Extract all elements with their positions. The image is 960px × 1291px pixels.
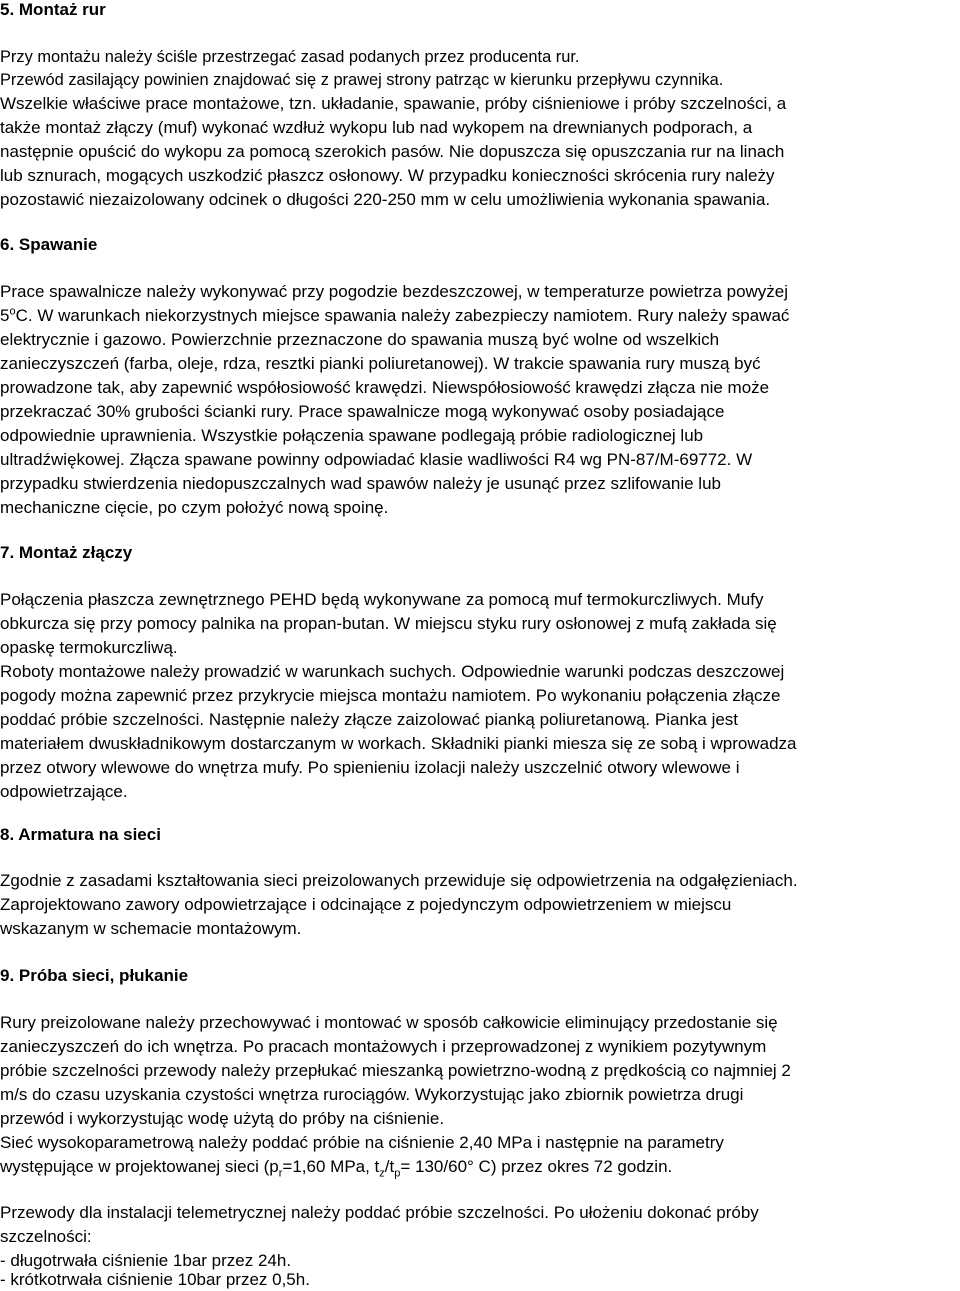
section-6-line: prowadzone tak, aby zapewnić współosiowość krawędzi. Niewspółosiowość krawędzi złącza nie może (0, 378, 770, 397)
section-5-line: lub sznurach, mogących uszkodzić płaszcz osłonowy. W przypadku konieczności skrócenia rury należy (0, 166, 775, 185)
section-5-title: 5. Montaż rur (0, 0, 106, 19)
section-8-line: wskazanym w schemacie montażowym. (0, 919, 302, 938)
section-6-line: przypadku stwierdzenia niedopuszczalnych wad spawów należy je usunąć przez szlifowanie lub (0, 474, 721, 493)
section-6-line: elektrycznie i gazowo. Powierzchnie przeznaczone do spawania muszą być wolne od wszelkich (0, 330, 720, 349)
section-5-line: pozostawić niezaizolowany odcinek o długości 220-250 mm w celu umożliwienia wykonania spawania. (0, 190, 771, 209)
section-7-line: obkurcza się przy pomocy palnika na propan-butan. W miejscu styku rury osłonowej z mufą zakłada się (0, 614, 777, 633)
section-7-line: przez otwory wlewowe do wnętrza mufy. Po spienieniu izolacji należy uszczelnić otwory wlewowe i (0, 758, 740, 777)
section-6-line: ultradźwiękowej. Złącza spawane powinny odpowiadać klasie wadliwości R4 wg PN-87/M-69772. W (0, 450, 753, 469)
section-7-line: Roboty montażowe należy prowadzić w warunkach suchych. Odpowiednie warunki podczas deszczowej (0, 662, 785, 681)
section-6-line: odpowiednie uprawnienia. Wszystkie połączenia spawane podlegają próbie radiologicznej lub (0, 426, 704, 445)
section-7-title: 7. Montaż złączy (0, 543, 133, 562)
params-text: = 130/60° C) przez okres 72 godzin. (400, 1157, 673, 1176)
section-7-line: pogody można zapewnić przez przykrycie miejsca montażu namiotem. Po wykonaniu połączenia złącze (0, 686, 781, 705)
section-9-line: przewód i wykorzystując wodę użytą do próby na ciśnienie. (0, 1109, 445, 1128)
section-6-line-rest: C. W warunkach niekorzystnych miejsce spawania należy zabezpieczy namiotem. Rury należy spawać (15, 306, 790, 325)
section-9-line: próbie szczelności przewody należy przepłukać mieszanką powietrzno-wodną z prędkością co najmniej 2 (0, 1061, 791, 1080)
section-7-line: poddać próbie szczelności. Następnie należy złącze zaizolować pianką poliuretanową. Pianka jest (0, 710, 739, 729)
section-6-line-temperature (0, 306, 789, 326)
section-7-line: materiałem dwuskładnikowym dostarczanym w workach. Składniki pianki miesza się ze sobą i wprowadza (0, 734, 797, 753)
section-6-line: Prace spawalnicze należy wykonywać przy pogodzie bezdeszczowej, w temperaturze powietrza powyżej (0, 282, 789, 301)
params-sub: z (379, 1167, 385, 1180)
section-9-title: 9. Próba sieci, płukanie (0, 966, 189, 985)
section-7-line: opaskę termokurczliwą. (0, 638, 178, 657)
section-8-line: Zgodnie z zasadami kształtowania sieci preizolowanych przewiduje się odpowietrzenia na odgałęzieniach. (0, 871, 798, 890)
section-9-line: Rury preizolowane należy przechowywać i montować w sposób całkowicie eliminujący przedostanie się (0, 1013, 778, 1032)
section-9-list-item: - długotrwała ciśnienie 1bar przez 24h. (0, 1251, 292, 1270)
params-text: =1,60 MPa, t (282, 1157, 380, 1176)
section-5-line: Przewód zasilający powinien znajdować się z prawej strony patrząc w kierunku przepływu czynnika. (0, 71, 724, 89)
section-7-line: Połączenia płaszcza zewnętrznego PEHD będą wykonywane za pomocą muf termokurczliwych. Mufy (0, 590, 764, 609)
section-8-line: Zaprojektowano zawory odpowietrzające i odcinające z pojedynczym odpowietrzeniem w miejscu (0, 895, 732, 914)
section-9-line: m/s do czasu uzyskania czystości wnętrza rurociągów. Wykorzystując jako zbiornik powietrza drugi (0, 1085, 744, 1104)
section-9-list-item: - krótkotrwała ciśnienie 10bar przez 0,5h. (0, 1270, 310, 1289)
section-8-title: 8. Armatura na sieci (0, 825, 161, 844)
section-9-line: Przewody dla instalacji telemetrycznej należy poddać próbie szczelności. Po ułożeniu dokonać próby (0, 1203, 759, 1222)
params-text: występujące w projektowanej sieci (p (0, 1157, 279, 1176)
section-5-line: Wszelkie właściwe prace montażowe, tzn. układanie, spawanie, próby ciśnieniowe i próby szczelności, a (0, 94, 787, 113)
section-6-line: zanieczyszczeń (farba, oleje, rdza, resztki pianki poliuretanowej). W trakcie spawania rury muszą być (0, 354, 761, 373)
section-6-title: 6. Spawanie (0, 235, 98, 254)
params-sub: p (394, 1167, 401, 1180)
degree-sup: o (9, 305, 16, 318)
params-text: /t (384, 1157, 395, 1176)
section-7-line: odpowietrzające. (0, 782, 128, 801)
section-5-line: Przy montażu należy ściśle przestrzegać zasad podanych przez producenta rur. (0, 48, 580, 66)
section-5-line: następnie opuścić do wykopu za pomocą szerokich pasów. Nie dopuszcza się opuszczania rur na linach (0, 142, 785, 161)
section-9-line-parameters (0, 1157, 673, 1180)
section-5-line: także montaż złączy (muf) wykonać wzdłuż wykopu lub nad wykopem na drewnianych podporach, a (0, 118, 753, 137)
section-9-line: szczelności: (0, 1227, 92, 1246)
section-9-line: Sieć wysokoparametrową należy poddać próbie na ciśnienie 2,40 MPa i następnie na parametry (0, 1133, 724, 1152)
section-6-line: mechaniczne cięcie, po czym położyć nową spoinę. (0, 498, 389, 517)
section-9-line: zanieczyszczeń do ich wnętrza. Po pracach montażowych i przeprowadzonej z wynikiem pozytywnym (0, 1037, 767, 1056)
params-sub: r (278, 1167, 283, 1180)
section-6-line: przekraczać 30% grubości ścianki rury. Prace spawalnicze mogą wykonywać osoby posiadające (0, 402, 725, 421)
temperature-value: 5 (0, 306, 10, 325)
